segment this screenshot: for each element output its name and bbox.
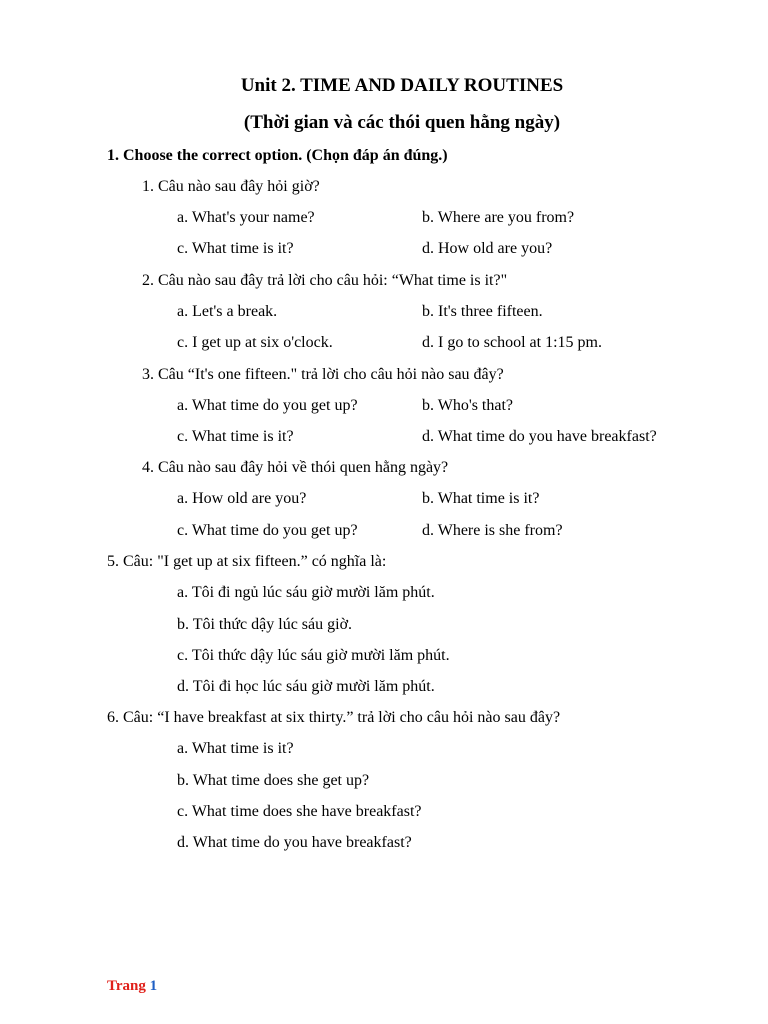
option-1b: b. Where are you from? xyxy=(422,209,575,226)
option-4b: b. What time is it? xyxy=(422,490,540,507)
option-5d: d. Tôi đi học lúc sáu giờ mười lăm phút. xyxy=(177,678,435,695)
option-6b: b. What time does she get up? xyxy=(177,772,370,789)
option-4a: a. How old are you? xyxy=(177,490,307,507)
footer-page-number: 1 xyxy=(149,978,158,994)
question-3: 3. Câu “It's one fifteen." trả lời cho câu hỏi nào sau đây? xyxy=(142,366,504,383)
option-6d: d. What time do you have breakfast? xyxy=(177,834,412,851)
option-5a: a. Tôi đi ngủ lúc sáu giờ mười lăm phút. xyxy=(177,584,435,601)
option-2c: c. I get up at six o'clock. xyxy=(177,334,333,351)
option-6a: a. What time is it? xyxy=(177,740,294,757)
option-4c: c. What time do you get up? xyxy=(177,522,358,539)
section-heading: 1. Choose the correct option. (Chọn đáp án đúng.) xyxy=(107,147,448,164)
question-2: 2. Câu nào sau đây trả lời cho câu hỏi: “What time is it?" xyxy=(142,272,508,289)
option-3d: d. What time do you have breakfast? xyxy=(422,428,657,445)
option-1c: c. What time is it? xyxy=(177,240,294,257)
option-2d: d. I go to school at 1:15 pm. xyxy=(422,334,602,351)
option-2b: b. It's three fifteen. xyxy=(422,303,543,320)
option-1a: a. What's your name? xyxy=(177,209,315,226)
option-3c: c. What time is it? xyxy=(177,428,294,445)
question-1: 1. Câu nào sau đây hỏi giờ? xyxy=(142,178,320,195)
footer-label: Trang xyxy=(107,978,146,994)
question-5: 5. Câu: "I get up at six fifteen.” có nghĩa là: xyxy=(107,553,387,570)
option-6c: c. What time does she have breakfast? xyxy=(177,803,422,820)
option-1d: d. How old are you? xyxy=(422,240,553,257)
option-5c: c. Tôi thức dậy lúc sáu giờ mười lăm phút. xyxy=(177,647,450,664)
page-title: Unit 2. TIME AND DAILY ROUTINES xyxy=(240,75,564,96)
option-5b: b. Tôi thức dậy lúc sáu giờ. xyxy=(177,616,353,633)
question-6: 6. Câu: “I have breakfast at six thirty.” trả lời cho câu hỏi nào sau đây? xyxy=(107,709,561,726)
option-3b: b. Who's that? xyxy=(422,397,514,414)
page-subtitle: (Thời gian và các thói quen hằng ngày) xyxy=(243,112,561,133)
option-2a: a. Let's a break. xyxy=(177,303,278,320)
question-4: 4. Câu nào sau đây hỏi về thói quen hằng ngày? xyxy=(142,459,449,476)
page-footer xyxy=(107,978,157,995)
option-3a: a. What time do you get up? xyxy=(177,397,358,414)
option-4d: d. Where is she from? xyxy=(422,522,563,539)
